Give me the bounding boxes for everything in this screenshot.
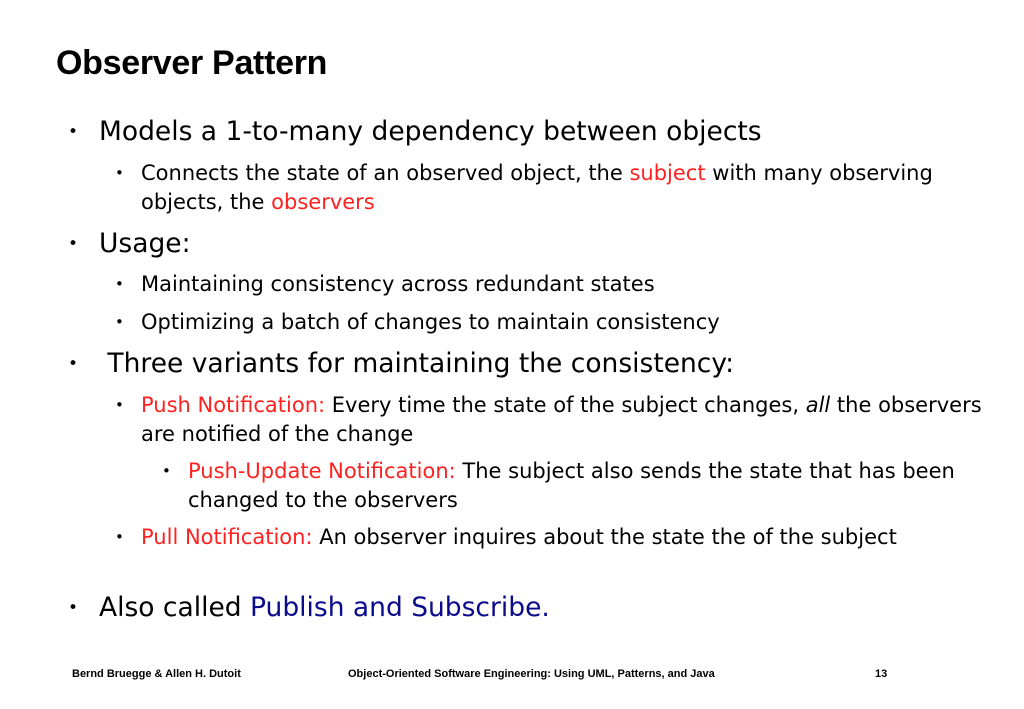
bullet-text: The subject also sends the state that has been changed to the observers	[188, 459, 955, 512]
term-push-update-notification: Push-Update Notification:	[188, 459, 456, 483]
bullet-text: Every time the state of the subject changes,	[325, 393, 806, 417]
bullet-dot-icon: •	[68, 354, 79, 374]
bullet-dot-icon: •	[68, 598, 79, 618]
bullet-three-variants	[68, 348, 979, 380]
term-observers: observers	[271, 190, 375, 214]
bullet-dot-icon: •	[68, 122, 79, 142]
bullet-text: Connects the state of an observed object, the	[141, 161, 630, 185]
footer-book-title: Object-Oriented Software Engineering: Using UML, Patterns, and Java	[348, 668, 715, 680]
emphasis-all: all	[805, 393, 831, 417]
bullet-text: Maintaining consistency across redundant states	[141, 272, 655, 296]
bullet-text: Models a 1-to-many dependency between objects	[99, 116, 762, 147]
footer-authors: Bernd Bruegge & Allen H. Dutoit	[72, 668, 241, 680]
bullet-text: with many observing objects, the	[141, 161, 933, 214]
bullet-dot-icon: •	[115, 275, 124, 293]
bullet-usage	[68, 228, 979, 260]
bullet-text: Usage:	[99, 228, 191, 259]
bullet-text: Three variants for maintaining the consistency:	[99, 348, 735, 379]
bullet-models-dependency	[68, 116, 979, 148]
bullet-dot-icon: •	[68, 234, 79, 254]
bullet-connects-state	[115, 159, 941, 217]
term-push-notification: Push Notification:	[141, 393, 326, 417]
bullet-also-called	[68, 592, 979, 624]
footer-page-number: 13	[875, 668, 888, 680]
term-subject: subject	[629, 161, 706, 185]
bullet-text: An observer inquires about the state the of the subject	[312, 525, 897, 549]
bullet-text: the observers are notified of the change	[141, 393, 982, 446]
bullet-push-notification	[115, 391, 991, 449]
term-publish-subscribe: Publish and Subscribe.	[250, 592, 550, 623]
bullet-pull-notification	[115, 523, 951, 552]
bullet-push-update-notification	[162, 457, 978, 515]
slide-title: Observer Pattern	[56, 44, 328, 82]
bullet-dot-icon: •	[162, 462, 171, 480]
bullet-dot-icon: •	[115, 528, 124, 546]
bullet-text: Optimizing a batch of changes to maintain consistency	[141, 310, 720, 334]
bullet-maintaining-consistency	[115, 270, 961, 299]
bullet-dot-icon: •	[115, 164, 124, 182]
bullet-dot-icon: •	[115, 313, 124, 331]
term-pull-notification: Pull Notification:	[141, 525, 313, 549]
bullet-dot-icon: •	[115, 396, 124, 414]
bullet-optimizing-batch	[115, 308, 961, 337]
bullet-text: Also called	[99, 592, 251, 623]
